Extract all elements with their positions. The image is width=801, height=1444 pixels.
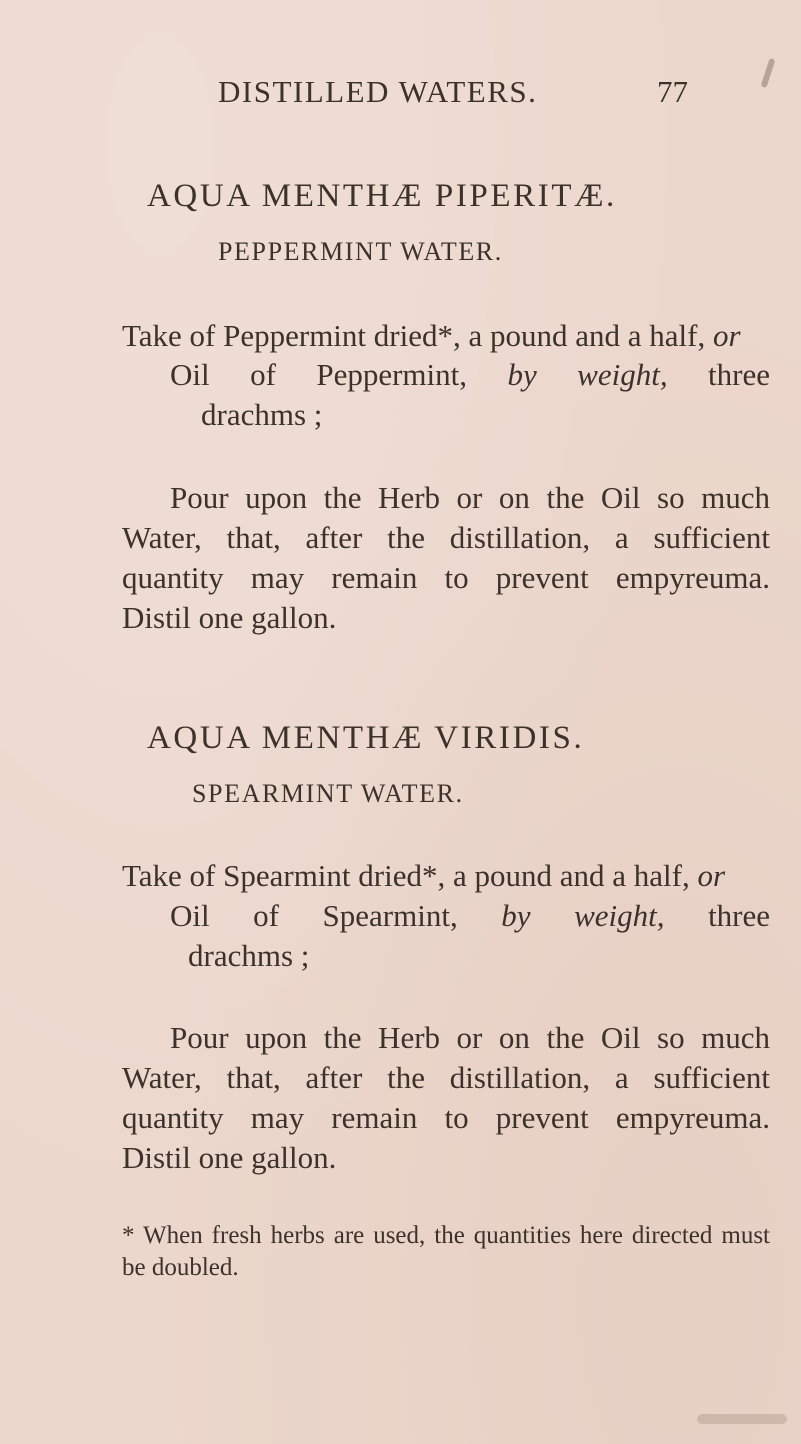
paper-stain <box>697 1414 787 1424</box>
pour-line-1: Pour upon the Herb or on the Oil so much <box>170 480 770 515</box>
take-line-2 <box>170 357 770 393</box>
running-title: DISTILLED WATERS. <box>218 74 538 109</box>
footnote-line-2: be doubled. <box>122 1254 239 1281</box>
take-line-2 <box>170 898 770 934</box>
english-title: SPEARMINT WATER. <box>192 779 464 808</box>
latin-title: AQUA MENTHÆ PIPERITÆ. <box>147 178 617 214</box>
pour-line-3: quantity may remain to prevent empyreuma. <box>122 560 770 595</box>
take-line-2-start: Oil of Spearmint, <box>170 898 502 933</box>
take-line-1-text: Take of Peppermint dried*, a pound and a half, <box>122 318 713 353</box>
take-line-2-text <box>170 357 770 393</box>
take-line-2-end: three <box>708 898 771 933</box>
take-line-2-end: three <box>708 357 771 392</box>
take-line-3: drachms ; <box>201 397 323 432</box>
pour-line-2: Water, that, after the distillation, a sufficient <box>122 520 770 555</box>
running-head <box>0 74 801 114</box>
pour-line-3: quantity may remain to prevent empyreuma. <box>122 1100 770 1135</box>
pour-line-1: Pour upon the Herb or on the Oil so much <box>170 1020 770 1055</box>
take-line-2-italic: by weight, <box>501 898 665 933</box>
take-line-2-text <box>170 898 770 934</box>
take-line-1-or: or <box>697 858 726 893</box>
pour-line-4: Distil one gallon. <box>122 600 337 635</box>
footnote-line-1: * When fresh herbs are used, the quantities here directed must <box>122 1222 770 1249</box>
latin-title: AQUA MENTHÆ VIRIDIS. <box>147 720 585 756</box>
take-line-1 <box>122 318 741 354</box>
take-line-2-italic: by weight, <box>507 357 668 392</box>
take-line-1-text: Take of Spearmint dried*, a pound and a half, <box>122 858 698 893</box>
pour-line-2: Water, that, after the distillation, a sufficient <box>122 1060 770 1095</box>
take-line-1-or: or <box>712 318 741 353</box>
page-number: 77 <box>657 74 688 109</box>
take-line-3: drachms ; <box>188 938 310 973</box>
pour-line-4: Distil one gallon. <box>122 1140 337 1175</box>
english-title: PEPPERMINT WATER. <box>218 237 503 266</box>
take-line-1 <box>122 858 725 894</box>
take-line-2-start: Oil of Peppermint, <box>170 357 508 392</box>
